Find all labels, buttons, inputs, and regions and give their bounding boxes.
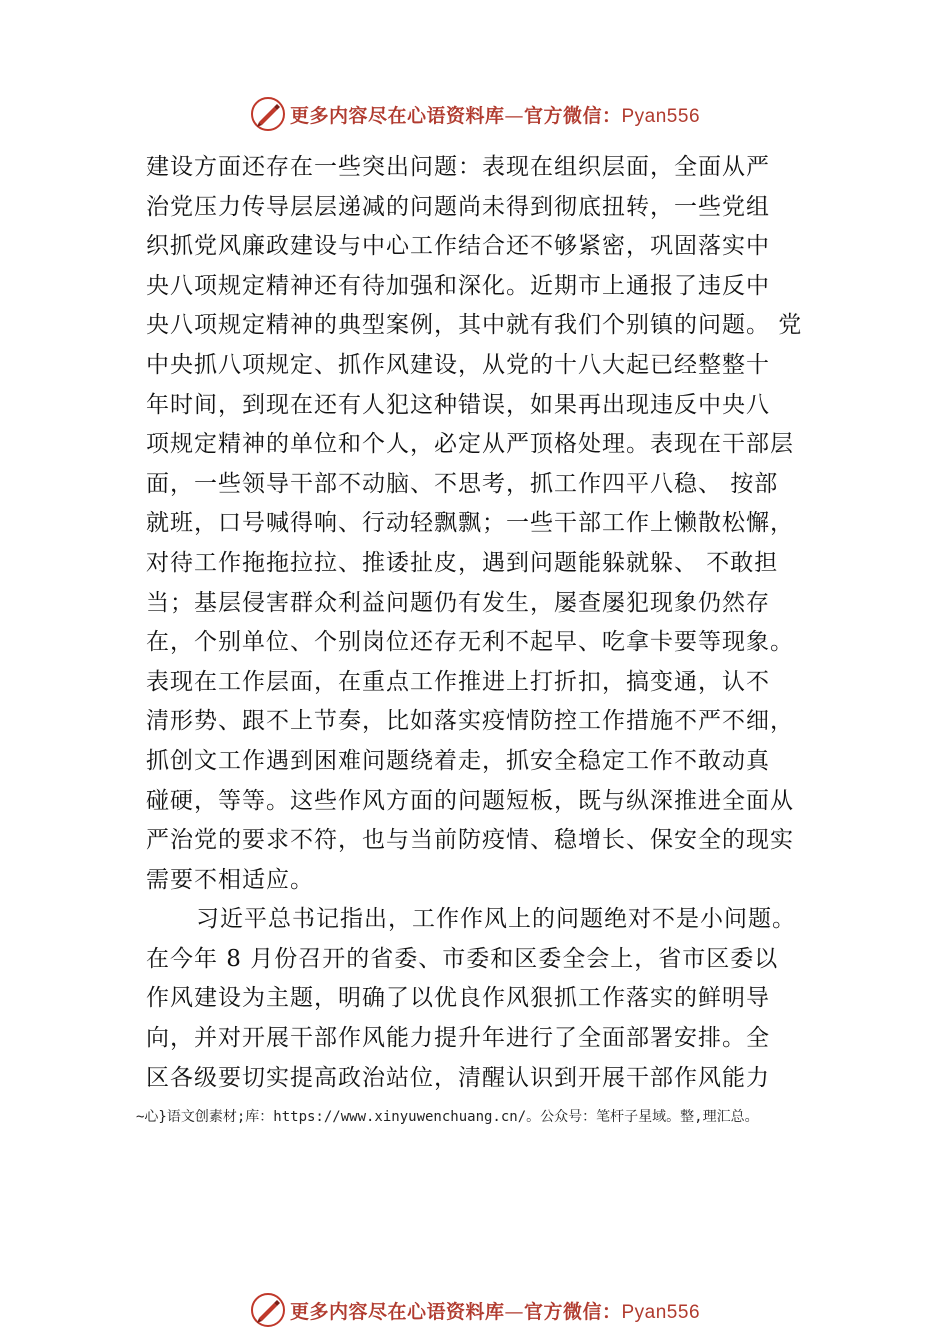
body-line: 向，并对开展干部作风能力提升年进行了全面部署安排。全 bbox=[146, 1025, 770, 1052]
footer-banner bbox=[0, 1290, 950, 1330]
body-line: 建设方面还存在一些突出问题：表现在组织层面，全面从严 bbox=[146, 154, 770, 180]
body-line: 碰硬，等等。这些作风方面的问题短板，既与纵深推进全面从 bbox=[146, 787, 794, 814]
footer-site-text: 更多内容尽在心语资料库 bbox=[289, 1300, 505, 1323]
body-line: 区各级要切实提高政治站位，清醒认识到开展干部作风能力 bbox=[146, 1064, 770, 1091]
header-wechat-id: Pyan556 bbox=[621, 105, 701, 127]
pen-logo-icon bbox=[250, 96, 286, 132]
footer-wechat-id: Pyan556 bbox=[621, 1301, 701, 1323]
body-line: 严治党的要求不符，也与当前防疫情、稳增长、保安全的现实 bbox=[146, 827, 794, 854]
body-line: 织抓党风廉政建设与中心工作结合还不够紧密，巩固落实中 bbox=[146, 233, 770, 260]
source-note: ~心}语文创素材;库：https://www.xinyuwenchuang.cn/。公众号：笔杆子星域。整,理汇总。 bbox=[136, 1109, 759, 1125]
header-banner bbox=[0, 94, 950, 134]
body-line: 表现在工作层面，在重点工作推进上打折扣，搞变通，认不 bbox=[146, 668, 770, 695]
body-line: 年时间，到现在还有人犯这种错误，如果再出现违反中央八 bbox=[146, 391, 770, 418]
footer-separator: — bbox=[504, 1300, 524, 1323]
body-line: 央八项规定精神的典型案例，其中就有我们个别镇的问题。 党 bbox=[146, 312, 803, 339]
body-line: 对待工作拖拖拉拉、推诿扯皮，遇到问题能躲就躲、 不敢担 bbox=[146, 549, 779, 576]
body-line: 需要不相适应。 bbox=[146, 866, 314, 893]
header-separator: — bbox=[504, 104, 524, 127]
header-wechat-label: 官方微信： bbox=[523, 104, 622, 127]
body-line: 面，一些领导干部不动脑、不思考，抓工作四平八稳、 按部 bbox=[146, 470, 779, 497]
body-line: 当；基层侵害群众利益问题仍有发生，屡查屡犯现象仍然存 bbox=[146, 589, 770, 616]
body-line: 就班，口号喊得响、行动轻飘飘；一些干部工作上懒散松懈， bbox=[146, 510, 794, 537]
pen-logo-icon bbox=[250, 1292, 286, 1328]
body-line: 作风建设为主题，明确了以优良作风狠抓工作落实的鲜明导 bbox=[146, 985, 770, 1012]
body-line: 项规定精神的单位和个人，必定从严顶格处理。表现在干部层 bbox=[146, 431, 794, 458]
body-line: 习近平总书记指出，工作作风上的问题绝对不是小问题。 bbox=[196, 906, 796, 933]
body-line: 抓创文工作遇到困难问题绕着走，抓安全稳定工作不敢动真 bbox=[146, 747, 770, 774]
header-site-text: 更多内容尽在心语资料库 bbox=[289, 104, 505, 127]
body-line: 治党压力传导层层递减的问题尚未得到彻底扭转，一些党组 bbox=[146, 193, 770, 220]
footer-wechat-label: 官方微信： bbox=[523, 1300, 622, 1323]
body-line: 中央抓八项规定、抓作风建设，从党的十八大起已经整整十 bbox=[146, 351, 770, 378]
body-line: 在，个别单位、个别岗位还存无利不起早、吃拿卡要等现象。 bbox=[146, 629, 794, 656]
body-line: 清形势、跟不上节奏，比如落实疫情防控工作措施不严不细， bbox=[146, 708, 794, 735]
body-line: 在今年 8 月份召开的省委、市委和区委全会上，省市区委以 bbox=[146, 945, 779, 972]
document-body bbox=[146, 148, 826, 1098]
body-line: 央八项规定精神还有待加强和深化。近期市上通报了违反中 bbox=[146, 272, 770, 299]
footer-banner-text bbox=[290, 1297, 700, 1324]
header-banner-text bbox=[290, 101, 700, 128]
